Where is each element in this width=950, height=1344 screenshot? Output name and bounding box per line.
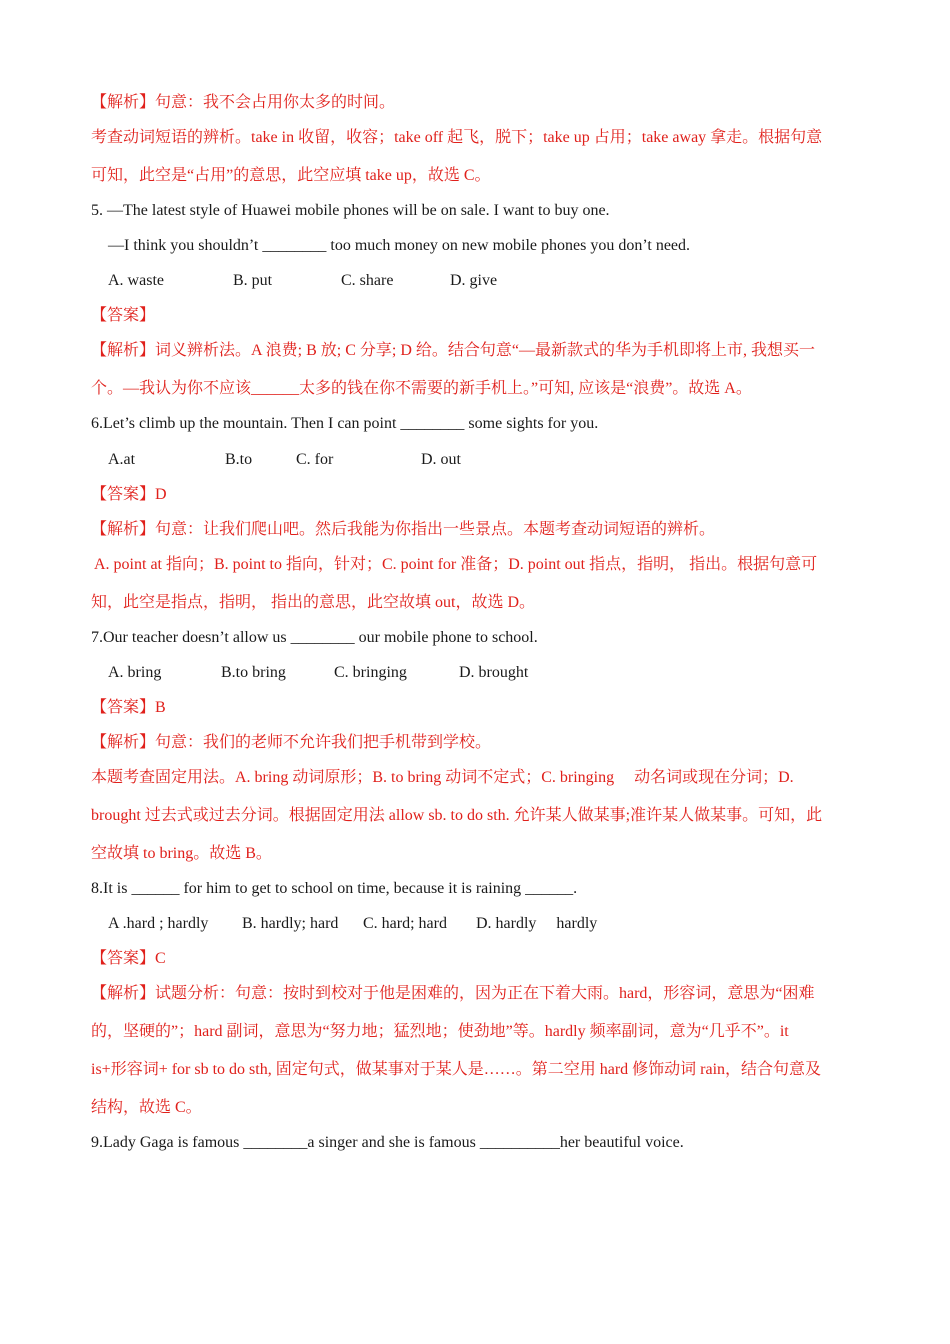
- option-a: A .hard ; hardly: [108, 915, 209, 932]
- question-8: 8.It is ______ for him to get to school on time, because it is raining ______.: [91, 880, 578, 897]
- analysis-line: A. point at 指向；B. point to 指向，针对；C. point for 准备；D. point out 指点，指明， 指出。根据句意可: [94, 556, 818, 573]
- option-a: A. waste: [108, 272, 164, 289]
- answer-label: 【答案】B: [91, 699, 166, 716]
- option-b: B. put: [233, 272, 273, 289]
- question-5-dialog: —I think you shouldn’t ________ too much money on new mobile phones you don’t need.: [108, 237, 691, 254]
- answer-label: 【答案】D: [91, 486, 167, 503]
- option-c: C. bringing: [334, 664, 407, 681]
- option-b: B.to: [225, 451, 253, 468]
- analysis-line: 知，此空是指点，指明， 指出的意思，此空故填 out，故选 D。: [91, 594, 536, 611]
- question-9: 9.Lady Gaga is famous ________a singer and she is famous __________her beautiful voice.: [91, 1134, 684, 1151]
- option-c: C. hard; hard: [363, 915, 447, 932]
- analysis-line: 【解析】句意：我不会占用你太多的时间。: [91, 94, 396, 111]
- analysis-line: 【解析】词义辨析法。A 浪费; B 放; C 分享; D 给。结合句意“—最新款式的华为手机即将上市, 我想买一: [91, 342, 816, 359]
- question-7: 7.Our teacher doesn’t allow us ________ our mobile phone to school.: [91, 629, 538, 646]
- analysis-line: 【解析】试题分析：句意：按时到校对于他是困难的，因为正在下着大雨。hard，形容词，意思为“困难: [91, 985, 815, 1002]
- analysis-line: is+形容词+ for sb to do sth, 固定句式，做某事对于某人是……。第二空用 hard 修饰动词 rain，结合句意及: [91, 1061, 822, 1078]
- option-d: D. hardly hardly: [476, 915, 598, 932]
- analysis-line: 可知，此空是“占用”的意思，此空应填 take up，故选 C。: [91, 167, 491, 184]
- option-d: D. out: [421, 451, 461, 468]
- answer-label: 【答案】C: [91, 950, 166, 967]
- option-a: A. bring: [108, 664, 162, 681]
- option-b: B.to bring: [221, 664, 286, 681]
- analysis-line: 的，坚硬的”；hard 副词，意思为“努力地；猛烈地；使劲地”等。hardly 频率副词，意为“几乎不”。it: [91, 1023, 789, 1040]
- option-c: C. for: [296, 451, 334, 468]
- analysis-line: 空故填 to bring。故选 B。: [91, 845, 272, 862]
- option-a: A.at: [108, 451, 136, 468]
- analysis-line: 本题考查固定用法。A. bring 动词原形；B. to bring 动词不定式；C. bringing 动名词或现在分词；D.: [91, 769, 794, 786]
- analysis-line: 【解析】句意：让我们爬山吧。然后我能为你指出一些景点。本题考查动词短语的辨析。: [91, 521, 716, 538]
- option-d: D. give: [450, 272, 498, 289]
- analysis-line: 【解析】句意：我们的老师不允许我们把手机带到学校。: [91, 734, 492, 751]
- analysis-line: 结构，故选 C。: [91, 1099, 202, 1116]
- question-6: 6.Let’s climb up the mountain. Then I can point ________ some sights for you.: [91, 415, 599, 432]
- analysis-line: 个。—我认为你不应该______太多的钱在你不需要的新手机上。”可知, 应该是“浪费”。故选 A。: [91, 380, 752, 397]
- option-c: C. share: [341, 272, 394, 289]
- analysis-line: 考查动词短语的辨析。take in 收留，收容；take off 起飞，脱下；take up 占用；take away 拿走。根据句意: [91, 129, 823, 146]
- answer-label: 【答案】: [91, 307, 156, 324]
- question-5: 5. —The latest style of Huawei mobile phones will be on sale. I want to buy one.: [91, 202, 610, 219]
- option-b: B. hardly; hard: [242, 915, 339, 932]
- analysis-line: brought 过去式或过去分词。根据固定用法 allow sb. to do sth. 允许某人做某事;准许某人做某事。可知，此: [91, 807, 823, 824]
- option-d: D. brought: [459, 664, 529, 681]
